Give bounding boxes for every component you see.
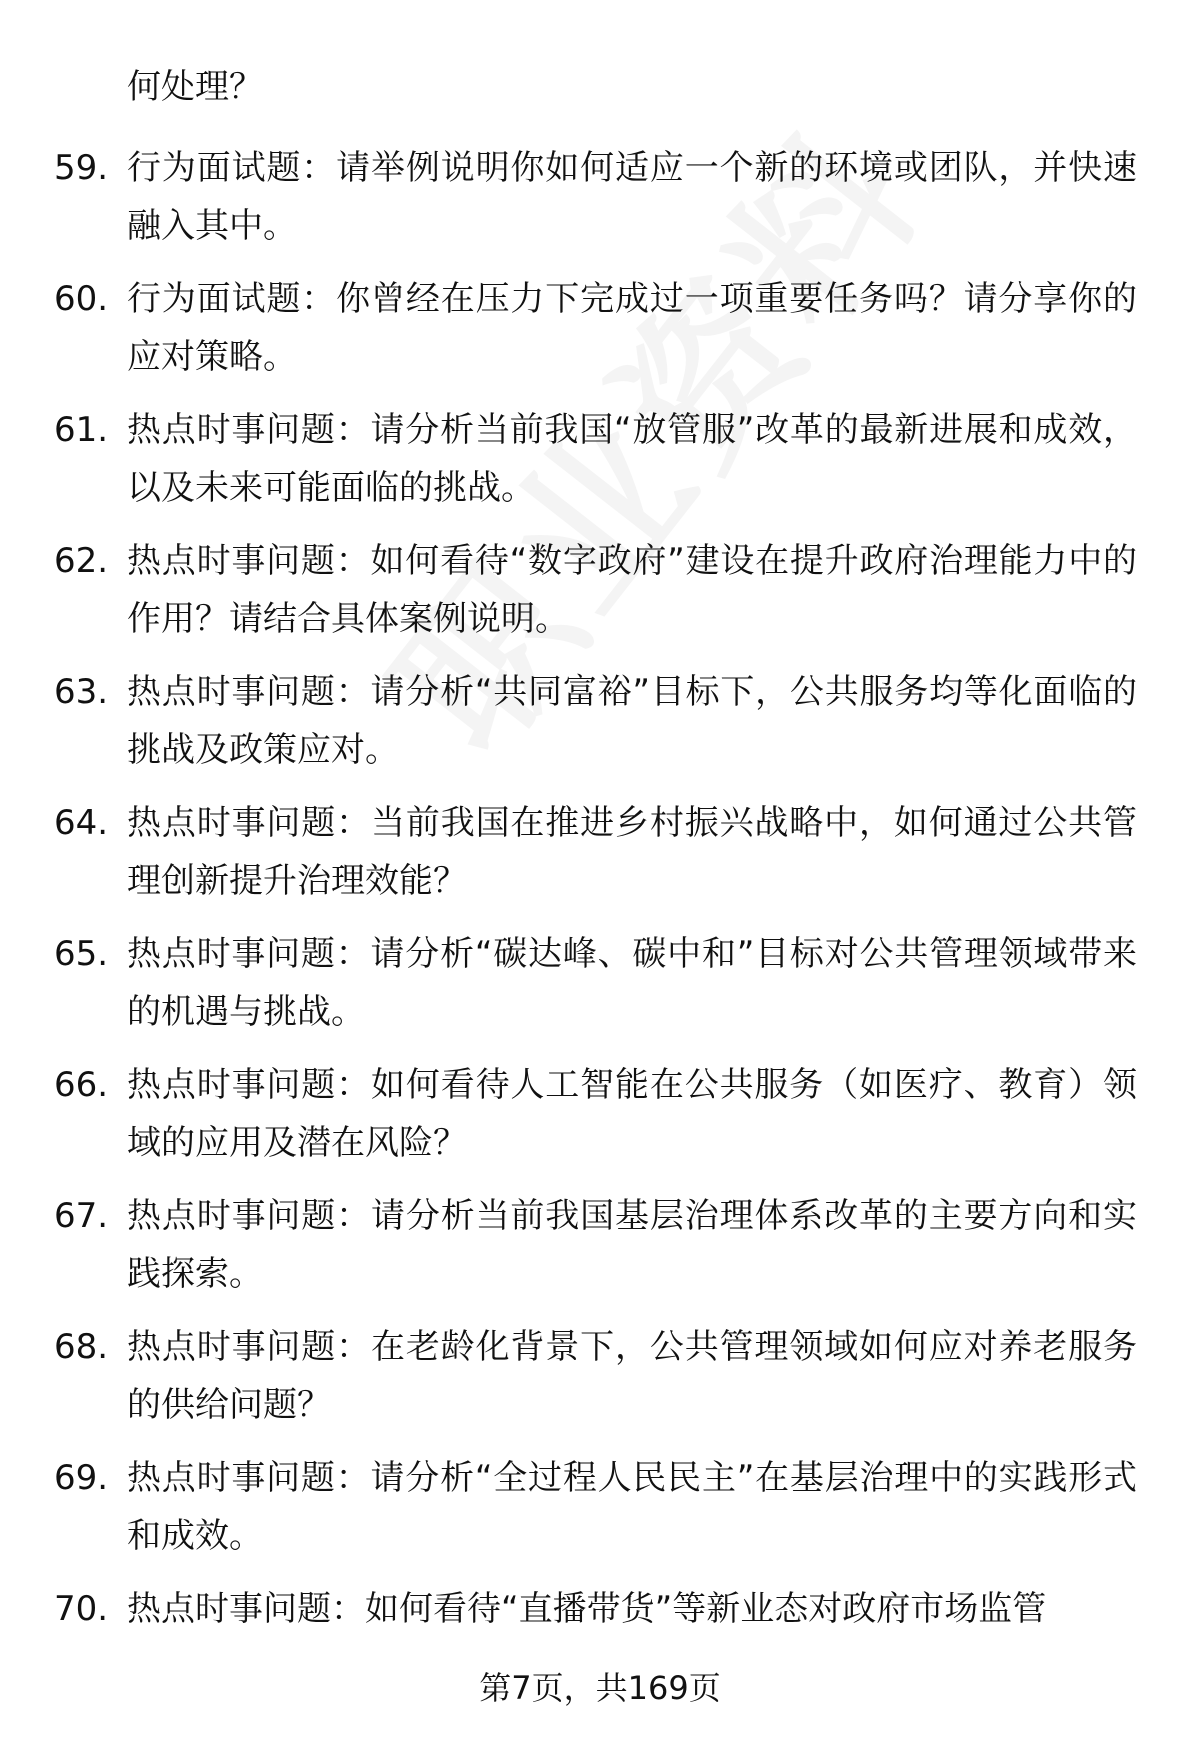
- item-number: 69.: [54, 1458, 109, 1498]
- item-text: 热点时事问题：请分析“碳达峰、碳中和”目标对公共管理领域带来的机遇与挑战。: [127, 934, 1137, 1032]
- list-item: [0, 401, 1200, 532]
- item-number: 62.: [54, 541, 109, 581]
- page-footer: 第7页，共169页: [479, 1669, 721, 1707]
- list-item: [0, 1187, 1200, 1318]
- item-number: 59.: [54, 148, 109, 188]
- item-number: 61.: [54, 410, 109, 450]
- list-item: [0, 139, 1200, 270]
- item-text: 热点时事问题：如何看待“直播带货”等新业态对政府市场监管: [127, 1589, 1047, 1629]
- item-number: 67.: [54, 1196, 109, 1236]
- item-text: 热点时事问题：请分析当前我国“放管服”改革的最新进展和成效，以及未来可能面临的挑战。: [127, 410, 1137, 508]
- item-number: 60.: [54, 279, 109, 319]
- item-text: 热点时事问题：请分析“全过程人民民主”在基层治理中的实践形式和成效。: [127, 1458, 1137, 1556]
- list-item: [0, 1318, 1200, 1449]
- item-number: 64.: [54, 803, 109, 843]
- item-text: 行为面试题：请举例说明你如何适应一个新的环境或团队，并快速融入其中。: [127, 148, 1137, 246]
- item-number: 65.: [54, 934, 109, 974]
- list-item: [0, 925, 1200, 1056]
- item-number: 70.: [54, 1589, 109, 1629]
- list-item: [0, 1056, 1200, 1187]
- item-text: 热点时事问题：如何看待人工智能在公共服务（如医疗、教育）领域的应用及潜在风险？: [127, 1065, 1137, 1163]
- question-list: [0, 139, 1200, 1711]
- item-text: 热点时事问题：请分析当前我国基层治理体系改革的主要方向和实践探索。: [127, 1196, 1137, 1294]
- item-number: 63.: [54, 672, 109, 712]
- list-item: [0, 532, 1200, 663]
- list-item: [0, 270, 1200, 401]
- item-text: 热点时事问题：当前我国在推进乡村振兴战略中，如何通过公共管理创新提升治理效能？: [127, 803, 1137, 901]
- item-number: 66.: [54, 1065, 109, 1105]
- item-text: 热点时事问题：请分析“共同富裕”目标下，公共服务均等化面临的挑战及政策应对。: [127, 672, 1137, 770]
- item-text: 热点时事问题：在老龄化背景下，公共管理领域如何应对养老服务的供给问题？: [127, 1327, 1137, 1425]
- list-item: [0, 794, 1200, 925]
- item-number: 68.: [54, 1327, 109, 1367]
- item-text: 热点时事问题：如何看待“数字政府”建设在提升政府治理能力中的作用？请结合具体案例说明。: [127, 541, 1137, 639]
- list-item: [0, 663, 1200, 794]
- continuation-text: 何处理？: [127, 67, 263, 107]
- list-item: [0, 1449, 1200, 1580]
- item-text: 行为面试题：你曾经在压力下完成过一项重要任务吗？请分享你的应对策略。: [127, 279, 1137, 377]
